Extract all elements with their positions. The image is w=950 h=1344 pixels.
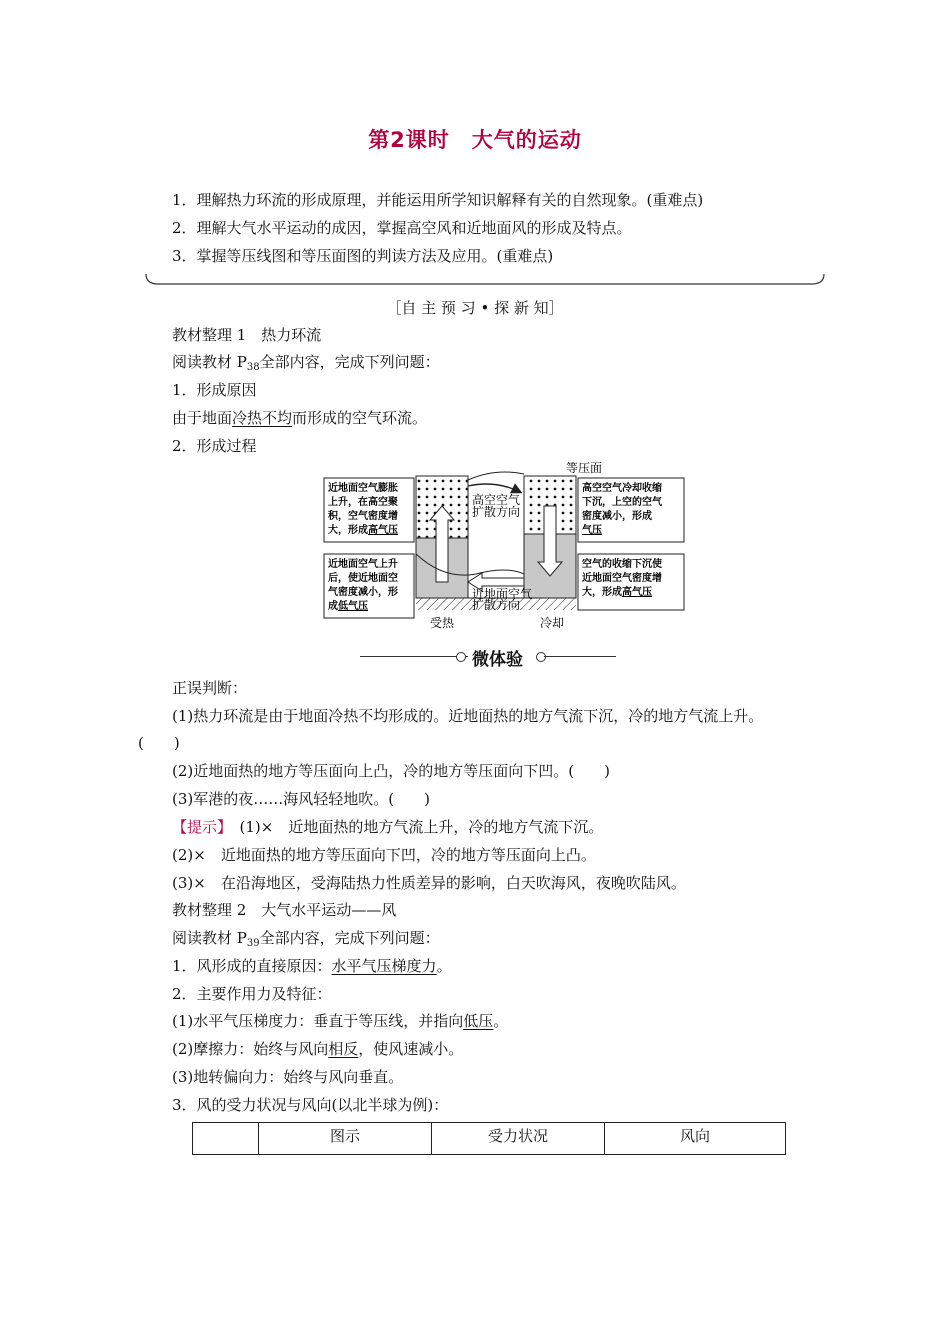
judge-q1: (1)热力环流是由于地面冷热不均形成的。近地面热的地方气流下沉，冷的地方气流上升。 — [172, 707, 764, 725]
box-tr-line-4: 气压 — [582, 525, 602, 536]
part2-reading: 阅读教材 $P_{39}$全部内容，完成下列问题： — [172, 929, 440, 949]
table-header-wind-direction: 风向 — [605, 1123, 786, 1155]
experience-dot-right — [536, 652, 546, 662]
forces-label: 2．主要作用力及特征： — [172, 985, 332, 1003]
wind-force-table — [192, 1122, 786, 1155]
judge-q1-paren: ( ) — [138, 734, 180, 752]
judge-q3: (3)军港的夜……海风轻轻地吹。( ) — [172, 790, 430, 808]
objective-bracket-divider — [140, 268, 830, 290]
box-tl-blank: 高气压 — [368, 525, 398, 536]
direct-cause: 1．风形成的直接原因：水平气压梯度力。 — [172, 957, 452, 975]
svg-text:冷却 — [540, 615, 564, 630]
force-2: (2)摩擦力：始终与风向相反，使风速减小。 — [172, 1040, 464, 1058]
lower-arrow-label-2: 扩散方向 — [472, 598, 521, 612]
svg-text:扩散方向 — [472, 504, 520, 519]
force-1: (1)水平气压梯度力：垂直于等压线，并指向低压。 — [172, 1012, 509, 1030]
lower-arrow-label-1: 近地面空气 — [472, 587, 533, 601]
process-label: 2．形成过程 — [172, 437, 257, 455]
svg-text:扩散方向 — [472, 597, 520, 612]
hint-tag: 【提示】 — [172, 818, 225, 836]
box-br-line-2: 近地面空气密度增 — [582, 573, 662, 584]
judge-q2: (2)近地面热的地方等压面向上凸，冷的地方等压面向下凹。( ) — [172, 762, 610, 780]
table-header-forces: 受力状况 — [432, 1123, 605, 1155]
box-bl-line-3: 气密度减小，形 — [328, 587, 398, 598]
box-bl-line-1: 近地面空气上升 — [328, 559, 398, 570]
table-header-diagram: 图示 — [259, 1123, 432, 1155]
box-br-line-1: 空气的收缩下沉使 — [582, 559, 662, 570]
experience-title: 微体验 — [472, 650, 523, 670]
svg-text:等压面 — [566, 462, 602, 475]
hint-line-3: (3)× 在沿海地区，受海陆热力性质差异的影响，白天吹海风，夜晚吹陆风。 — [172, 874, 686, 892]
box-bl-line-4: 成 — [328, 601, 338, 612]
hint-line-2: (2)× 近地面热的地方等压面向下凹，冷的地方等压面向上凸。 — [172, 846, 596, 864]
judge-label: 正误判断： — [172, 679, 248, 697]
experience-rule-left — [360, 656, 468, 657]
box-tr-line-1: 高空空气冷却收缩 — [582, 483, 662, 494]
box-bl-blank: 低气压 — [338, 601, 368, 612]
force-3: (3)地转偏向力：始终与风向垂直。 — [172, 1068, 404, 1086]
box-tl-line-2: 上升，在高空聚 — [328, 497, 398, 508]
box-tr-line-3: 密度减小，形成 — [582, 511, 652, 522]
heated-label: 受热 — [430, 616, 455, 630]
upper-arrow-label-1: 高空空气 — [472, 493, 521, 507]
section-header: ［自 主 预 习 • 探 新 知］ — [386, 299, 564, 317]
table-header-row — [193, 1123, 786, 1155]
hint-line-1: 【提示】 (1)× 近地面热的地方气流上升，冷的地方气流下沉。 — [172, 818, 604, 836]
box-tl-line-4: 大，形成 — [328, 525, 368, 536]
box-bl-line-2: 后，使近地面空 — [328, 573, 398, 584]
experience-rule-right — [544, 656, 616, 657]
box-br-blank: 高气压 — [622, 587, 652, 598]
isobar-label: 等压面 — [566, 462, 603, 475]
force-direction-label: 3．风的受力状况与风向(以北半球为例)： — [172, 1096, 449, 1114]
box-br-line-3: 大，形成 — [582, 587, 622, 598]
box-tl-line-3: 积，空气密度增 — [328, 511, 398, 522]
cooled-label: 冷却 — [540, 616, 565, 630]
objective-2: 2．理解大气水平运动的成因，掌握高空风和近地面风的形成及特点。 — [172, 219, 632, 237]
objective-3: 3．掌握等压线图和等压面图的判读方法及应用。(重难点) — [172, 247, 554, 265]
table-header-blank — [193, 1123, 259, 1155]
page-title: 第2课时 大气的运动 — [368, 128, 582, 152]
box-tl-line-1: 近地面空气膨胀 — [328, 483, 398, 494]
svg-text:受热 — [430, 615, 455, 630]
part2-heading: 教材整理 2 大气水平运动——风 — [172, 901, 397, 919]
cause-text: 由于地面冷热不均而形成的空气环流。 — [172, 409, 428, 427]
box-tr-line-2: 下沉，上空的空气 — [582, 497, 662, 508]
cause-label: 1．形成原因 — [172, 381, 257, 399]
thermal-circulation-diagram — [320, 462, 692, 632]
upper-arrow-label-2: 扩散方向 — [472, 505, 521, 519]
experience-dot-left — [456, 652, 466, 662]
objective-1: 1．理解热力环流的形成原理，并能运用所学知识解释有关的自然现象。(重难点) — [172, 191, 704, 209]
part1-heading: 教材整理 1 热力环流 — [172, 326, 322, 344]
part1-reading: 阅读教材 $P_{38}$全部内容，完成下列问题： — [172, 353, 440, 373]
